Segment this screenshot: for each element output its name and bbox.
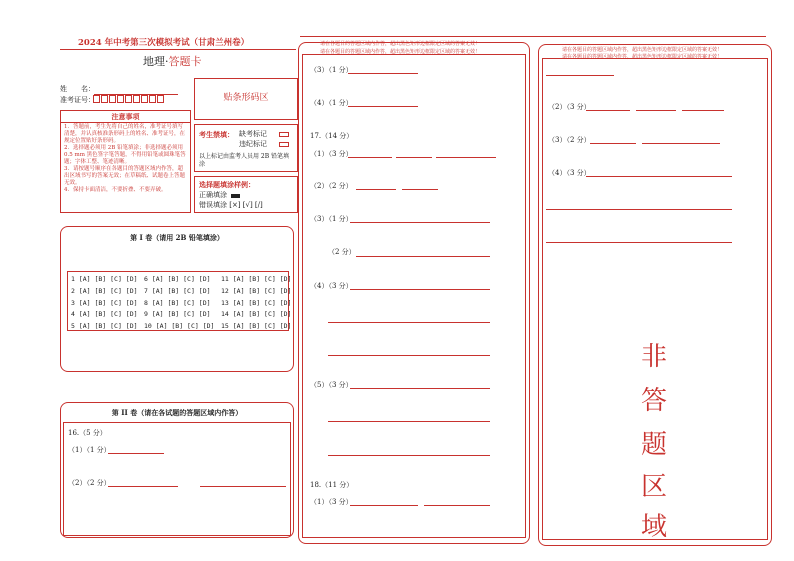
non-answer-char-3: 题 [641,430,668,460]
id-digit-cell[interactable] [141,95,148,103]
q17-label: 17.（14 分） [310,132,354,140]
q18-1-label: （1）（3 分） [310,498,353,506]
id-digit-cell[interactable] [93,95,100,103]
q17-1-line-b[interactable] [396,157,432,158]
title-rule [60,49,296,50]
warning-mid-2: 请在各题目的答题区域内作答，超出黑色矩形边框限定区域的答案无效！ [320,49,481,55]
mc-question-row[interactable]: 14 [A] [B] [C] [D] [221,310,292,319]
notice-item-3: 3．请按题号顺序在各题目的答题区域内作答，超出区域书写的答案无效；在草稿纸、试题卷上答题无效。 [64,166,186,187]
q18-1-line-a[interactable] [350,505,418,506]
q17-5-line-a[interactable] [350,388,490,389]
q18-1-line-b[interactable] [424,505,490,506]
part1-title: 第 I 卷（请用 2B 铅笔填涂） [130,233,224,242]
q17-5-line-b[interactable] [328,421,490,422]
notice-item-4: 4．保持卡面清洁，不要折叠、不要弄破。 [64,187,167,194]
right-q1-line[interactable] [546,75,614,76]
mc-question-row[interactable]: 5 [A] [B] [C] [D] [71,322,138,331]
mid-q3-line[interactable] [348,73,418,74]
part2-box [60,402,294,538]
notice-item-1: 1．答题前，考生先将自己的姓名，准考证号填写清楚，并认真核准条形码上的姓名、准考证号，在规定位置贴好条形码。 [64,124,186,145]
mid-q4-line[interactable] [348,106,418,107]
absent-label: 缺考标记 [239,130,267,138]
status-label: 考生禁填： [199,130,234,139]
q16-1-answer-line[interactable] [108,453,164,454]
status-note: 以上标记由监考人员用 2B 铅笔填涂 [199,153,290,169]
mc-question-row[interactable]: 3 [A] [B] [C] [D] [71,298,138,307]
q16-2-label: （2）（2 分） [68,479,111,487]
q17-3b-label: （2 分） [328,248,356,256]
warning-mid-1: 请在各题目的答题区域内作答，超出黑色矩形边框限定区域的答案无效！ [320,41,481,47]
right-q4-line-c[interactable] [546,242,732,243]
id-digit-cell[interactable] [125,95,132,103]
notice-divider [61,122,190,123]
notice-title: 注意事项 [111,112,140,121]
mc-question-row[interactable]: 1 [A] [B] [C] [D] [71,275,138,283]
mc-question-row[interactable]: 4 [A] [B] [C] [D] [71,310,138,319]
right-q2-line-b[interactable] [636,110,676,111]
id-digit-cell[interactable] [117,95,124,103]
non-answer-char-2: 答 [641,386,668,416]
mid-q3-label: （3）（1 分） [310,66,353,74]
q17-5-line-c[interactable] [328,455,490,456]
subject-line [143,53,202,69]
right-q4-line-b[interactable] [546,209,732,210]
right-q4-line-a[interactable] [586,176,732,177]
barcode-label: 贴条形码区 [223,93,269,103]
exam-title: 2024 年中考第三次模拟考试（甘肃兰州卷） [78,38,250,48]
non-answer-char-4: 区 [641,472,668,502]
mc-question-row[interactable]: 9 [A] [B] [C] [D] [144,310,211,319]
id-digit-cell[interactable] [101,95,108,103]
right-q3-line-b[interactable] [642,143,720,144]
right-q3-label: （3）（2 分） [548,136,591,144]
q16-label: 16.（5 分） [68,429,107,437]
non-answer-char-5: 域 [641,512,668,542]
mc-question-row[interactable]: 2 [A] [B] [C] [D] [71,286,138,295]
q16-1-label: （1）（1 分） [68,446,111,454]
q17-3-label: （3）（1 分） [310,215,353,223]
subject: 地理 [143,55,165,68]
q17-4-line-c[interactable] [328,355,490,356]
barcode-area [194,78,298,120]
mc-question-row[interactable]: 12 [A] [B] [C] [D] [221,286,292,295]
wrong-fill-label: 错误填涂 [×] [√] [/] [199,201,263,209]
mc-question-row[interactable]: 13 [A] [B] [C] [D] [221,298,292,307]
q17-4-line-b[interactable] [328,322,490,323]
q17-2-line-a[interactable] [356,189,396,190]
status-box [194,124,298,172]
mc-question-row[interactable]: 6 [A] [B] [C] [D] [144,275,211,283]
q17-2-line-b[interactable] [402,189,438,190]
q16-2-answer-line-b[interactable] [200,486,286,487]
dot: · [165,55,169,68]
q17-1-line-c[interactable] [436,157,496,158]
mc-question-row[interactable]: 11 [A] [B] [C] [D] [221,275,292,283]
q17-4-label: （4）（3 分） [310,282,353,290]
id-digit-cell[interactable] [149,95,156,103]
id-label: 准考证号： [60,96,95,104]
notice-box [60,110,191,213]
right-q2-line-c[interactable] [682,110,724,111]
violation-checkbox[interactable] [279,142,289,147]
absent-checkbox[interactable] [279,132,289,137]
mc-question-row[interactable]: 15 [A] [B] [C] [D] [221,322,292,331]
right-q4-label: （4）（3 分） [548,169,591,177]
fill-sample-box [194,176,298,213]
id-digit-cell[interactable] [109,95,116,103]
mc-question-row[interactable]: 8 [A] [B] [C] [D] [144,298,211,307]
non-answer-char-1: 非 [641,342,668,372]
right-q3-line-a[interactable] [590,143,636,144]
correct-fill-label: 正确填涂 [199,191,227,199]
card-label: 答题卡 [168,55,202,68]
mc-question-row[interactable]: 7 [A] [B] [C] [D] [144,286,211,295]
notice-item-2: 2．选择题必须用 2B 铅笔填涂；非选择题必须用 0.5 mm 黑色签字笔答题，不得用铅笔或圆珠笔答题；字体工整、笔迹清晰。 [64,145,186,166]
warning-right-1: 请在各题目的答题区域内作答，超出黑色矩形边框限定区域的答案无效！ [562,47,723,53]
q17-2-label: （2）（2 分） [310,182,353,190]
middle-inner-box [302,54,526,538]
part2-title: 第 II 卷（请在各试题的答题区域内作答） [111,408,243,417]
correct-fill-mark [231,194,240,198]
notice-items [64,124,188,194]
warning-right-2: 请在各题目的答题区域内作答，超出黑色矩形边框限定区域的答案无效！ [562,54,723,60]
q17-5-label: （5）（3 分） [310,381,353,389]
mid-q4-label: （4）（1 分） [310,99,353,107]
fill-sample-title: 选择题填涂样例： [199,180,255,189]
right-q2-line-a[interactable] [586,110,630,111]
name-label: 姓 名： [60,85,95,93]
mc-question-row[interactable]: 10 [A] [B] [C] [D] [144,322,215,331]
id-digit-cell[interactable] [133,95,140,103]
q16-2-answer-line-a[interactable] [108,486,178,487]
top-rule [300,36,766,37]
id-digit-cell[interactable] [157,95,164,103]
q17-3-line[interactable] [350,222,490,223]
q17-1-label: （1）（3 分） [310,150,353,158]
q18-label: 18.（11 分） [310,481,354,489]
violation-label: 违纪标记 [239,140,267,148]
right-q2-label: （2）（3 分） [548,103,591,111]
q17-3b-line[interactable] [356,256,490,257]
q17-1-line-a[interactable] [348,157,392,158]
q17-4-line-a[interactable] [350,289,490,290]
